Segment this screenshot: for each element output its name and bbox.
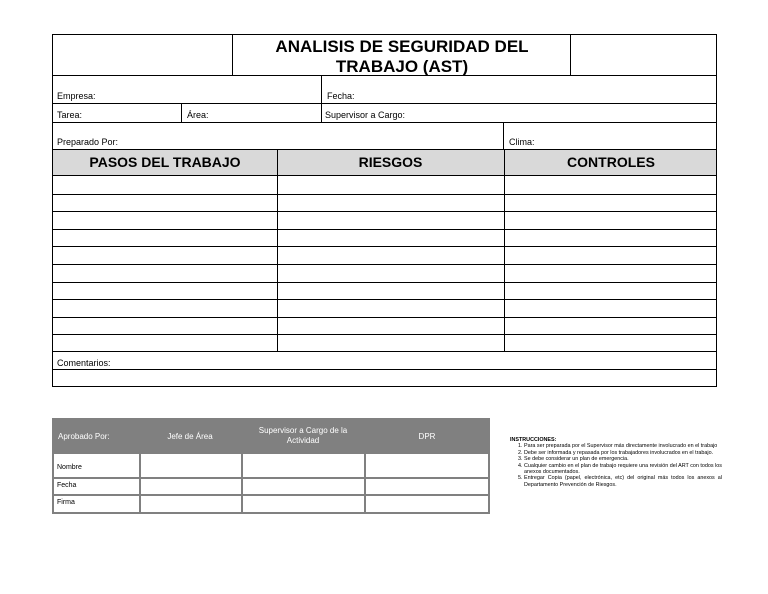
column-header-controles: CONTROLES [567, 154, 655, 170]
table-row-divider [53, 229, 716, 230]
instructions [510, 437, 722, 488]
column-divider [504, 150, 505, 351]
table-row-divider [53, 282, 716, 283]
supervisor-field: Supervisor a Cargo: [325, 110, 406, 120]
table-row-divider [53, 211, 716, 212]
info-section [52, 76, 717, 150]
page-title-line1: ANALISIS DE SEGURIDAD DEL [275, 37, 529, 56]
approval-header-supervisor: Supervisor a Cargo de la Actividad [258, 426, 348, 445]
approval-table [52, 418, 490, 514]
approval-row-fecha: Fecha [57, 482, 77, 489]
instruction-item: 4. Cualquier cambio en el plan de trabajo requiere una revisión del ART con todos los anexos documentados. [524, 463, 722, 476]
tarea-field: Tarea: [57, 110, 83, 120]
table-row-divider [53, 264, 716, 265]
approval-header-dpr: DPR [418, 432, 436, 441]
column-header-riesgos: RIESGOS [358, 154, 423, 170]
title-block [233, 34, 571, 76]
area-field: Área: [187, 110, 209, 120]
comentarios-label: Comentarios: [57, 358, 111, 368]
clima-field: Clima: [509, 137, 535, 147]
column-header-pasos: PASOS DEL TRABAJO [89, 154, 241, 170]
approval-row-firma: Firma [57, 499, 75, 506]
fecha-field: Fecha: [327, 91, 355, 101]
table-row-divider [53, 334, 716, 335]
preparado-field: Preparado Por: [57, 137, 119, 147]
instructions-list [510, 443, 722, 488]
table-row-divider [53, 194, 716, 195]
instruction-item: 5. Entregar Copia (papel, electrónica, etc) del original más todos los anexos al Departamento Prevención de Riesgos. [524, 475, 722, 488]
instructions-title: INSTRUCCIONES: [510, 437, 557, 443]
table-row-divider [53, 299, 716, 300]
page-title-line2: TRABAJO (AST) [335, 57, 469, 76]
instruction-item: 2. Debe ser informada y repasada por los trabajadores involucrados en el trabajo. [524, 450, 722, 456]
approval-header-jefe: Jefe de Área [167, 432, 213, 441]
logo-box-left [52, 34, 233, 76]
empresa-field: Empresa: [57, 91, 96, 101]
approval-row-nombre: Nombre [57, 464, 82, 471]
table-row-divider [53, 246, 716, 247]
instruction-item: 1. Para ser preparada por el Supervisor más directamente involucrado en el trabajo [524, 443, 722, 449]
ast-table [52, 149, 717, 352]
approval-header-aprobado: Aprobado Por: [58, 432, 110, 441]
logo-box-right [570, 34, 717, 76]
comentarios-box [52, 351, 717, 387]
table-row-divider [53, 317, 716, 318]
column-divider [277, 150, 278, 351]
instruction-item: 3. Se debe considerar un plan de emergencia. [524, 456, 722, 462]
